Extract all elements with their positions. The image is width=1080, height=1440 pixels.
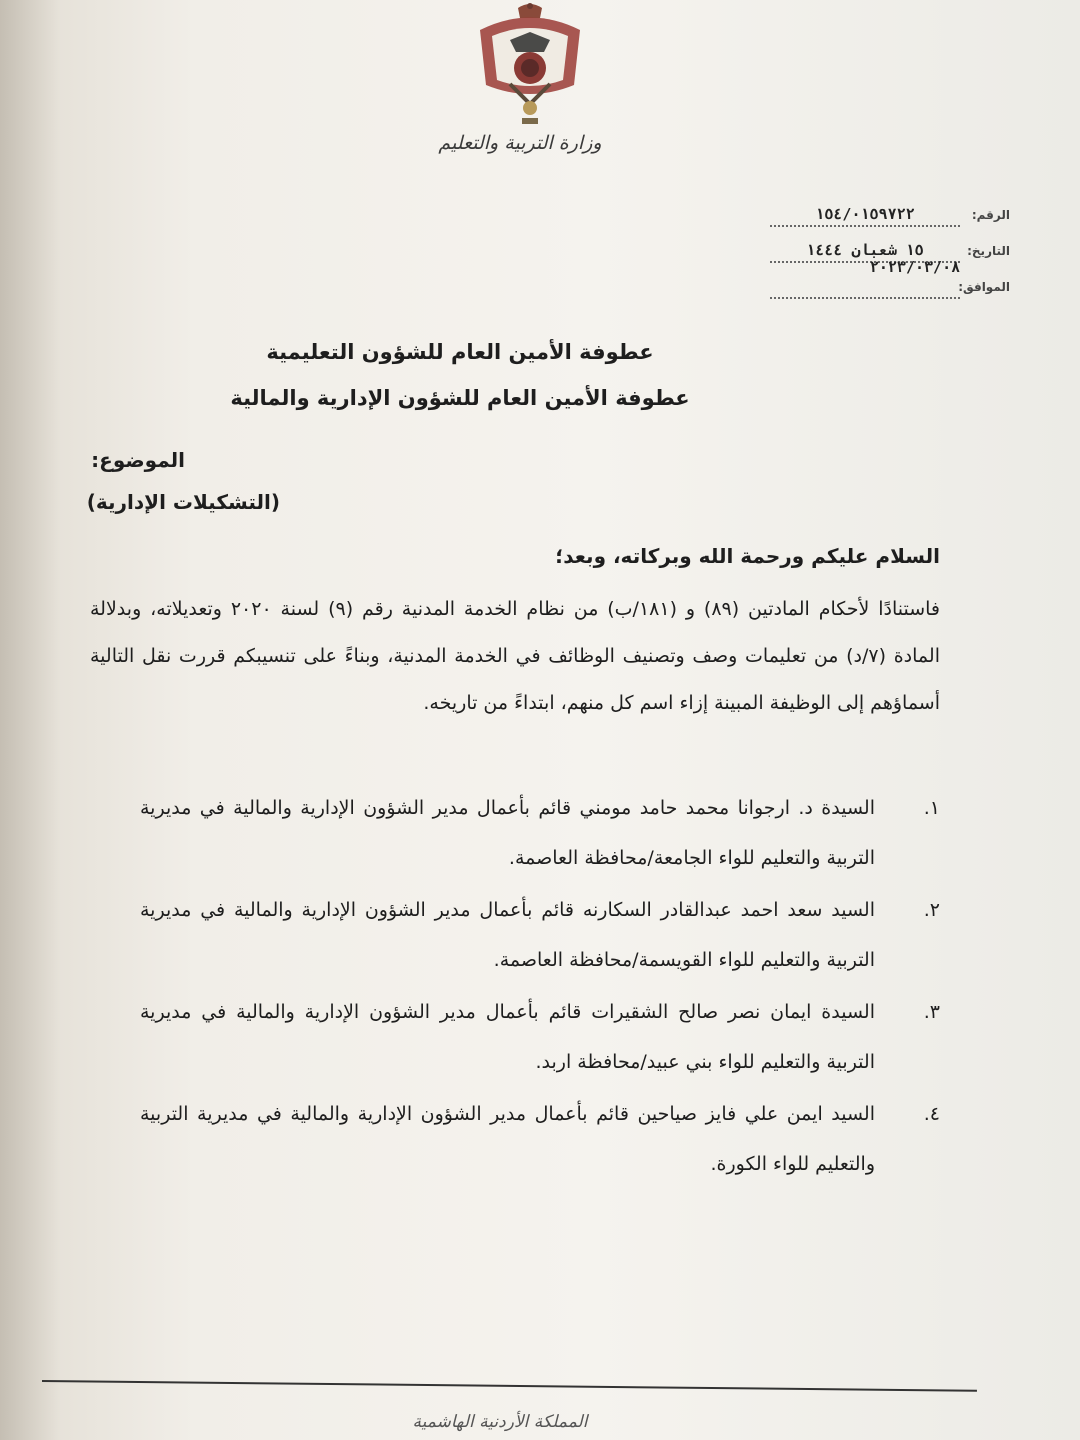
reference-corresponding-row <box>770 277 1010 313</box>
list-item-number: ١. <box>923 797 940 819</box>
ministry-name: وزارة التربية والتعليم <box>438 132 602 154</box>
subject-label: الموضوع: <box>91 448 185 472</box>
list-item-text: السيد سعد احمد عبدالقادر السكارنه قائم بأعمال مدير الشؤون الإدارية والمالية في مديرية التربية والتعليم للواء القويسمة/محافظة العاصمة. <box>140 899 875 971</box>
list-item-number: ٤. <box>923 1103 940 1125</box>
list-item-number: ٢. <box>923 899 940 921</box>
list-item <box>140 885 940 985</box>
footer-country: المملكة الأردنية الهاشمية <box>412 1412 588 1432</box>
addressee-1: عطوفة الأمين العام للشؤون التعليمية <box>266 340 654 364</box>
list-item <box>140 987 940 1087</box>
page-shadow <box>0 0 60 1440</box>
greeting: السلام عليكم ورحمة الله وبركاته، وبعد؛ <box>555 544 940 568</box>
addressee-2: عطوفة الأمين العام للشؤون الإدارية والمالية <box>230 386 690 410</box>
jordan-coat-of-arms-icon <box>470 0 590 125</box>
reference-corresponding-label: الموافق: <box>958 280 1010 294</box>
reference-number-row <box>770 205 1010 241</box>
reference-corresponding-value <box>770 277 960 299</box>
footer-divider <box>42 1380 977 1392</box>
reference-date-value: ١٥ شعبان ١٤٤٤ <box>770 241 960 263</box>
list-item-text: السيد ايمن علي فايز صياحين قائم بأعمال مدير الشؤون الإدارية والمالية في مديرية التربية والتعليم للواء الكورة. <box>140 1103 875 1175</box>
list-item-number: ٣. <box>923 1001 940 1023</box>
subject-text: (التشكيلات الإدارية) <box>86 490 280 514</box>
reference-gregorian-date: ٢٠٢٣/٠٣/٠٨ <box>869 258 961 276</box>
reference-number-value: ١٥٤/٠١٥٩٧٢٢ <box>770 205 960 227</box>
transfer-list <box>140 783 940 1191</box>
list-item-text: السيدة ايمان نصر صالح الشقيرات قائم بأعمال مدير الشؤون الإدارية والمالية في مديرية التربية والتعليم للواء بني عبيد/محافظة اربد. <box>140 1001 875 1073</box>
list-item-text: السيدة د. ارجوانا محمد حامد مومني قائم بأعمال مدير الشؤون الإدارية والمالية في مديرية التربية والتعليم للواء الجامعة/محافظة العاصمة. <box>140 797 875 869</box>
list-item <box>140 783 940 883</box>
body-paragraph: فاستنادًا لأحكام المادتين (٨٩) و (١٨١/ب) من نظام الخدمة المدنية رقم (٩) لسنة ٢٠٢٠ وتعديلاته، وبدلالة المادة (٧/د) من تعليمات وصف وتصنيف الوظائف في الخدمة المدنية، وبناءً على تنسيبكم قررت نقل التالية أسماؤهم إلى الوظيفة المبينة إزاء اسم كل منهم، ابتداءً من تاريخه. <box>90 598 940 714</box>
reference-date-label: التاريخ: <box>967 244 1010 258</box>
reference-number-label: الرقم: <box>971 208 1010 222</box>
list-item <box>140 1089 940 1189</box>
